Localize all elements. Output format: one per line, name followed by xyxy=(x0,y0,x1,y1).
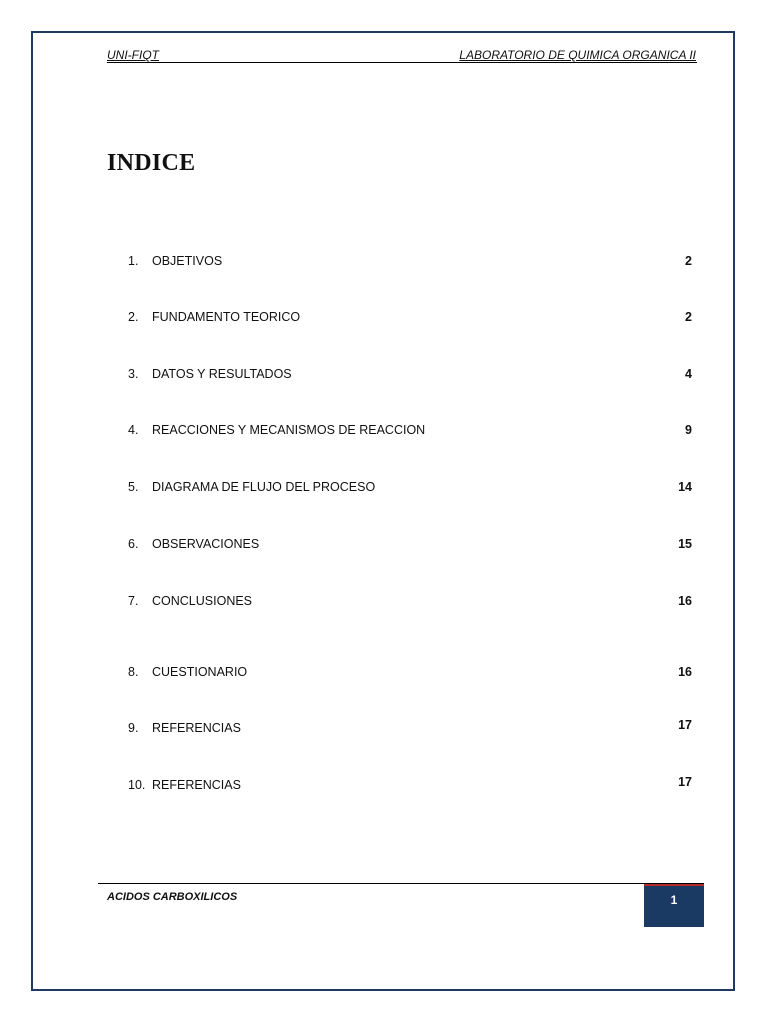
header-rule xyxy=(107,62,697,63)
toc-number: 1. xyxy=(128,254,139,268)
toc-entry[interactable] xyxy=(128,254,692,272)
toc-label: OBJETIVOS xyxy=(152,254,223,268)
toc-number: 2. xyxy=(128,310,139,324)
toc-page-number: 16 xyxy=(678,665,692,679)
toc-entry[interactable] xyxy=(128,480,692,498)
toc-label: REFERENCIAS xyxy=(152,721,241,735)
toc-page-number: 17 xyxy=(678,775,692,789)
toc-label: DATOS Y RESULTADOS xyxy=(152,367,292,381)
toc-page-number: 2 xyxy=(685,310,692,324)
toc-page-number: 17 xyxy=(678,718,692,732)
toc-entry[interactable] xyxy=(128,310,692,328)
toc-entry[interactable] xyxy=(128,718,692,739)
toc-number: 8. xyxy=(128,665,139,679)
toc-page-number: 14 xyxy=(678,480,692,494)
toc-label: FUNDAMENTO TEORICO xyxy=(152,310,301,324)
toc-number: 3. xyxy=(128,367,139,381)
page-title: INDICE xyxy=(107,150,196,176)
toc-label: DIAGRAMA DE FLUJO DEL PROCESO xyxy=(152,480,376,494)
page-number: 1 xyxy=(670,893,678,907)
toc-number: 7. xyxy=(128,594,139,608)
toc-number: 6. xyxy=(128,537,139,551)
footer-title: ACIDOS CARBOXILICOS xyxy=(107,891,238,903)
toc-page-number: 4 xyxy=(685,367,692,381)
toc-label: CUESTIONARIO xyxy=(152,665,248,679)
toc-entry[interactable] xyxy=(128,367,692,385)
toc-label: OBSERVACIONES xyxy=(152,537,260,551)
toc-page-number: 16 xyxy=(678,594,692,608)
toc-page-number: 9 xyxy=(685,423,692,437)
toc-number: 9. xyxy=(128,721,139,735)
page-number-box xyxy=(644,884,704,927)
toc-entry[interactable] xyxy=(128,665,692,683)
toc-entry[interactable] xyxy=(128,537,692,555)
toc-number: 10. xyxy=(128,778,146,792)
toc-number: 5. xyxy=(128,480,139,494)
toc-label: REACCIONES Y MECANISMOS DE REACCION xyxy=(152,423,426,437)
footer-rule xyxy=(98,883,704,884)
toc-entry[interactable] xyxy=(128,775,692,796)
toc-label: REFERENCIAS xyxy=(152,778,241,792)
header-left-text: UNI-FIQT xyxy=(107,48,159,62)
header-right-text: LABORATORIO DE QUIMICA ORGANICA II xyxy=(459,48,696,62)
toc-number: 4. xyxy=(128,423,139,437)
toc-label: CONCLUSIONES xyxy=(152,594,253,608)
toc-entry[interactable] xyxy=(128,423,692,441)
toc-page-number: 15 xyxy=(678,537,692,551)
toc-page-number: 2 xyxy=(685,254,692,268)
toc-entry[interactable] xyxy=(128,594,692,612)
